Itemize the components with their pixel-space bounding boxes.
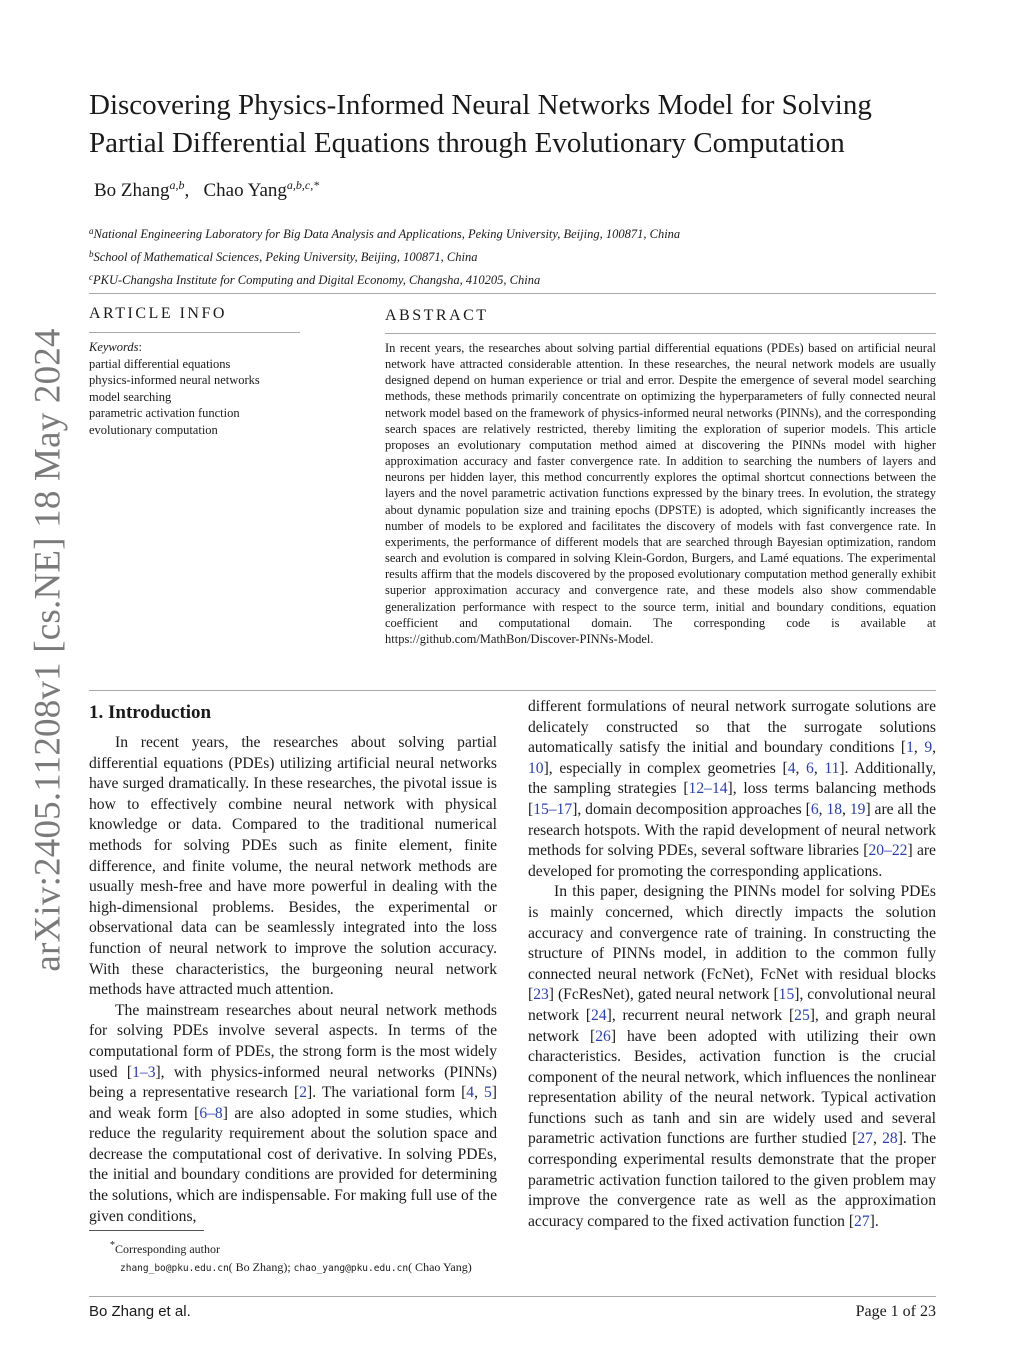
divider-abstract xyxy=(385,333,936,334)
text-run: In this paper, designing the PINNs model for solving PDEs is mainly concerned, which directly impacts the solution accuracy and convergence rate of training. In constructing the structure of PINNs model, in addition to the common fully connected neural network (FcNet), FcNet with residual blocks [ xyxy=(528,883,936,1004)
text-run: ]. The corresponding experimental results demonstrate that the proper parametric activation function tailored to the given problem may improve the convergence rate as well as the approximation accuracy compared to the fixed activation function [ xyxy=(528,1130,937,1230)
keyword: evolutionary computation xyxy=(89,422,218,437)
text-run: , xyxy=(818,800,827,818)
text-run: , xyxy=(795,759,807,777)
text-run: different formulations of neural network surrogate solutions are delicately constructed so that the surrogate solutions automatically satisfy the initial and boundary conditions [ xyxy=(528,698,936,757)
citation-link[interactable]: 9 xyxy=(924,739,933,757)
keywords-block: Keywords: partial differential equations physics-informed neural networks model searching parametric activation function evolutionary computation xyxy=(89,340,260,437)
citation-link[interactable]: 6 xyxy=(810,800,819,818)
divider-footer xyxy=(89,1296,936,1297)
footer-running-author: Bo Zhang et al. xyxy=(89,1303,191,1320)
paragraph xyxy=(89,1001,497,1228)
text-run: , xyxy=(813,759,825,777)
footer-page-number: Page 1 of 23 xyxy=(855,1303,936,1320)
abstract-heading: ABSTRACT xyxy=(385,307,489,324)
text-run: , xyxy=(872,1130,883,1148)
arxiv-sidebar-stamp xyxy=(18,300,78,1000)
abstract-text: In recent years, the researches about solving partial differential equations (PDEs) based on artificial neural network have attracted considerable attention. In these researches, the neural network models are usually designed depend on human experience or trial and error. Despite the emergence of several model searching methods, these methods primarily concentrate on optimizing the hyperparameters of fully connected neural network model based on the framework of physics-informed neural networks (PINNs), and the corresponding search spaces are relatively restricted, thereby limiting the exploration of superior models. This article proposes an evolutionary computation method aimed at discovering the PINNs model with higher approximation accuracy and faster convergence rate. In addition to searching the numbers of layers and neurons per hidden layer, this method concurrently explores the optimal shortcut connections between the layers and the novel parametric activation functions expressed by the binary trees. In evolution, the strategy about dynamic population size and training epochs (DPSTE) is adopted, which significantly increases the number of models to be explored and facilitates the discovery of models with fast convergence rate. In experiments, the performance of different models that are searched through Bayesian optimization, random search and evolution is compared in solving Klein-Gordon, Burgers, and Lamé equations. The experimental results affirm that the models discovered by the proposed evolutionary computation method generally exhibit superior approximation accuracy and convergence rate, and these models also show commendable generalization performance with respect to the source term, initial and boundary conditions, equation coefficient and computational domain. The corresponding code is available at https://github.com/MathBon/Discover-PINNs-Model. xyxy=(385,341,936,646)
text-run: ] are also adopted in some studies, which reduce the regularity requirement about the solution space and decrease the computational cost of derivative. In solving PDEs, the initial and boundary conditions are provided for determining the solutions, which are indispensable. For making full use of the given conditions, xyxy=(89,1104,497,1225)
affiliation xyxy=(89,267,680,290)
author-list: Bo Zhang$^{a,b}$, Chao Yang$^{a,b,c,*}$ xyxy=(94,178,320,201)
text-run: ] and weak form [ xyxy=(89,1084,497,1122)
affil-mark: c xyxy=(89,272,93,282)
keyword: parametric activation function xyxy=(89,406,240,420)
text-run: ] are developed for promoting the corresponding applications. xyxy=(528,842,936,880)
divider-article-info xyxy=(89,332,300,333)
text-run: ]. Additionally, the sampling strategies [ xyxy=(528,759,936,798)
paragraph-group xyxy=(89,733,497,1227)
citation-link[interactable]: 26 xyxy=(595,1027,611,1045)
citation-link[interactable]: 2 xyxy=(299,1084,307,1102)
citation-link[interactable]: 27 xyxy=(857,1130,873,1148)
citation-link[interactable]: 15 xyxy=(778,986,795,1004)
footnote-name: ( Bo Zhang); xyxy=(228,1260,291,1274)
paragraph xyxy=(89,733,497,1001)
text-run: ] have been adopted with utilizing their own characteristics. Besides, activation function is the crucial component of the neural network, which influences the nonlinear representation ability of the neural network. Typical activation functions such as tanh and sin are widely used and several parametric activation functions are further studied [ xyxy=(528,1027,936,1148)
citation-link[interactable]: 5 xyxy=(484,1084,492,1102)
affil-mark: b xyxy=(89,249,94,259)
affil-text: PKU-Changsha Institute for Computing and Digital Economy, Changsha, 410205, China xyxy=(93,273,541,287)
citation-link[interactable]: 10 xyxy=(528,759,544,777)
text-run: ]. xyxy=(869,1212,879,1230)
keyword: physics-informed neural networks xyxy=(89,373,260,387)
body-column-left xyxy=(89,701,497,1227)
affil-text: National Engineering Laboratory for Big Data Analysis and Applications, Peking University, Beijing, 100871, China xyxy=(93,227,681,241)
footnote-name: ( Chao Yang) xyxy=(408,1260,472,1274)
citation-link[interactable]: 18 xyxy=(826,800,843,818)
citation-link[interactable]: 23 xyxy=(533,986,549,1004)
text-run: , xyxy=(842,800,850,818)
citation-link[interactable]: 11 xyxy=(824,759,840,777)
author-name: Chao Yang xyxy=(203,180,287,201)
citation-link[interactable]: 4 xyxy=(466,1084,475,1102)
text-run: ], recurrent neural network [ xyxy=(606,1006,795,1024)
paragraph xyxy=(528,882,936,1232)
author-name: Bo Zhang xyxy=(94,180,170,201)
keywords-label: Keywords xyxy=(89,340,139,354)
body-column-right xyxy=(528,697,936,1232)
citation-link[interactable]: 20–22 xyxy=(868,842,908,860)
email-link[interactable]: chao_yang@pku.edu.cn xyxy=(293,1263,409,1274)
paragraph-group xyxy=(528,697,936,1232)
text-run: In recent years, the researches about solving partial differential equations (PDEs) utilizing artificial neural networks have surged dramatically. In these researches, the pivotal issue is how to effectively combine neural network with physical knowledge or data. Compared to the traditional numerical methods for solving PDEs such as finite element, finite difference, and finite volume, the neural network methods are usually mesh-free and have more powerful in dealing with the high-dimensional problems. Besides, the experimental or observational data can be seamlessly integrated into the loss function of neural network to improve the solution accuracy. With these characteristics, the burgeoning neural network methods have attracted much attention. xyxy=(89,734,497,999)
text-run: ], loss terms balancing methods [ xyxy=(528,780,936,818)
citation-link[interactable]: 24 xyxy=(591,1006,607,1024)
article-info-heading: ARTICLE INFO xyxy=(89,305,227,322)
footnote-mark: * xyxy=(110,1240,115,1251)
footnote-rule xyxy=(89,1230,204,1231)
arxiv-id: arXiv:2405.11208v1 [cs.NE] 18 May 2024 xyxy=(27,328,69,972)
text-run: ] (FcResNet), gated neural network [ xyxy=(548,986,779,1004)
paragraph xyxy=(528,697,936,882)
author-affil-marks: a,b xyxy=(169,178,185,192)
affiliation xyxy=(89,221,680,244)
text-run: ], domain decomposition approaches [ xyxy=(572,800,811,818)
footnote-label: Corresponding author xyxy=(115,1242,220,1256)
section-heading-introduction: 1. Introduction xyxy=(89,702,212,723)
citation-link[interactable]: 12–14 xyxy=(688,780,728,798)
text-run: ] are all the research hotspots. With the rapid development of neural network methods for solving PDEs, several software libraries [ xyxy=(528,800,937,860)
text-run: , xyxy=(932,739,937,757)
citation-link[interactable]: 19 xyxy=(849,800,866,818)
text-run: ], with physics-informed neural networks (PINNs) being a representative research [ xyxy=(89,1063,497,1102)
keyword: model searching xyxy=(89,389,172,404)
text-run: , xyxy=(913,739,925,757)
divider-top xyxy=(89,293,936,294)
text-run: , xyxy=(474,1084,484,1102)
citation-link[interactable]: 6 xyxy=(806,759,814,777)
text-run: The mainstream researches about neural network methods for solving PDEs involve several aspects. In terms of the computational form of PDEs, the strong form is the most widely used [ xyxy=(89,1001,497,1081)
citation-link[interactable]: 27 xyxy=(854,1212,870,1230)
citation-link[interactable]: 25 xyxy=(794,1006,810,1024)
affiliation xyxy=(89,244,680,267)
email-link[interactable]: zhang_bo@pku.edu.cn xyxy=(120,1263,229,1274)
affil-text: School of Mathematical Sciences, Peking University, Beijing, 100871, China xyxy=(93,250,478,264)
divider-body xyxy=(89,690,936,691)
text-run: ]. The variational form [ xyxy=(307,1084,467,1102)
citation-link[interactable]: 15–17 xyxy=(533,800,573,818)
text-run: ], especially in complex geometries [ xyxy=(543,759,788,777)
paper-title: Discovering Physics-Informed Neural Networks Model for Solving Partial Differential Equations through Evolutionary Computation xyxy=(89,89,872,159)
text-run: ], and graph neural network [ xyxy=(528,1006,936,1045)
author-affil-marks: a,b,c,* xyxy=(286,178,320,192)
citation-link[interactable]: 1 xyxy=(906,739,914,757)
citation-link[interactable]: 6–8 xyxy=(199,1104,223,1122)
citation-link[interactable]: 4 xyxy=(787,759,796,777)
citation-link[interactable]: 28 xyxy=(882,1130,898,1148)
keyword: partial differential equations xyxy=(89,356,231,371)
text-run: ], convolutional neural network [ xyxy=(528,986,936,1024)
affil-mark: a xyxy=(89,226,94,236)
affiliation-list xyxy=(89,221,680,290)
footnote xyxy=(110,1237,472,1278)
citation-link[interactable]: 1–3 xyxy=(132,1063,156,1081)
